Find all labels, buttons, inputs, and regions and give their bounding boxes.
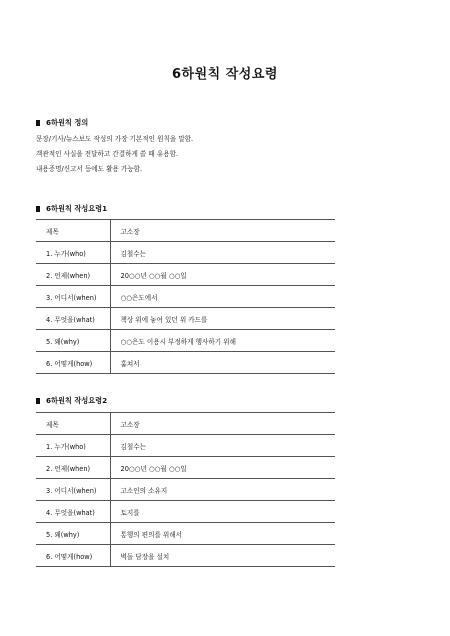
table-cell-value: 고소인의 소유지 [110, 479, 335, 501]
square-bullet-icon [36, 398, 40, 404]
table-cell-key: 2. 언제(when) [36, 457, 110, 479]
definition-line: 내용증명/신고서 등에도 활용 가능함. [36, 165, 143, 173]
definition-line: 문장/기사/뉴스보도 작성의 가장 기본적인 원칙을 말함. [36, 135, 194, 143]
table-row [36, 264, 335, 286]
table-cell-value: ○○은도에서 [110, 286, 335, 308]
section2-heading: 6하원칙 작성요령2 [36, 396, 107, 406]
table-cell-key: 6. 어떻게(how) [36, 545, 110, 567]
square-bullet-icon [36, 120, 40, 126]
table-row [36, 479, 335, 501]
table-cell-key: 3. 어디서(when) [36, 286, 110, 308]
table-cell-key: 4. 무엇을(what) [36, 308, 110, 330]
table-cell-key: 2. 언제(when) [36, 264, 110, 286]
table-cell-value: 김철수는 [110, 435, 335, 457]
definition-line: 객관적인 사실을 전달하고 간결하게 쓸 때 유용함. [36, 150, 179, 158]
table-row [36, 242, 335, 264]
table-row [36, 308, 335, 330]
table-cell-key: 4. 무엇을(what) [36, 501, 110, 523]
table-cell-value: 20○○년 ○○월 ○○일 [110, 264, 335, 286]
table-row [36, 435, 335, 457]
table-row [36, 501, 335, 523]
table-cell-value: 김철수는 [110, 242, 335, 264]
table-row [36, 352, 335, 374]
table-cell-key: 3. 어디서(when) [36, 479, 110, 501]
page-title: 6하원칙 작성요령 [172, 67, 278, 82]
definition-heading: 6하원칙 정의 [36, 118, 88, 128]
table-cell-key: 1. 누가(who) [36, 242, 110, 264]
table-row [36, 523, 335, 545]
table-cell-key: 제목 [36, 220, 110, 242]
table-cell-value: 고소장 [110, 220, 335, 242]
table-cell-value: 토지를 [110, 501, 335, 523]
section1-table [36, 219, 335, 374]
square-bullet-icon [36, 206, 40, 212]
table-cell-key: 5. 왜(why) [36, 330, 110, 352]
section2-table [36, 412, 335, 567]
table-cell-value: ○○은도 이용시 부정하게 행사하기 위해 [110, 330, 335, 352]
table-cell-key: 제목 [36, 413, 110, 435]
table-row [36, 286, 335, 308]
table-cell-key: 5. 왜(why) [36, 523, 110, 545]
table-cell-value: 책상 위에 놓여 있던 위 카드를 [110, 308, 335, 330]
table-row [36, 413, 335, 435]
table-cell-value: 고소장 [110, 413, 335, 435]
table-row [36, 220, 335, 242]
table-row [36, 545, 335, 567]
table-cell-value: 벽돌 담장을 설치 [110, 545, 335, 567]
table-row [36, 457, 335, 479]
table-cell-value: 20○○년 ○○월 ○○일 [110, 457, 335, 479]
table-cell-key: 6. 어떻게(how) [36, 352, 110, 374]
table-cell-value: 통행의 편의를 위해서 [110, 523, 335, 545]
table-cell-key: 1. 누가(who) [36, 435, 110, 457]
section1-heading: 6하원칙 작성요령1 [36, 204, 107, 214]
table-cell-value: 훔쳐서 [110, 352, 335, 374]
table-row [36, 330, 335, 352]
